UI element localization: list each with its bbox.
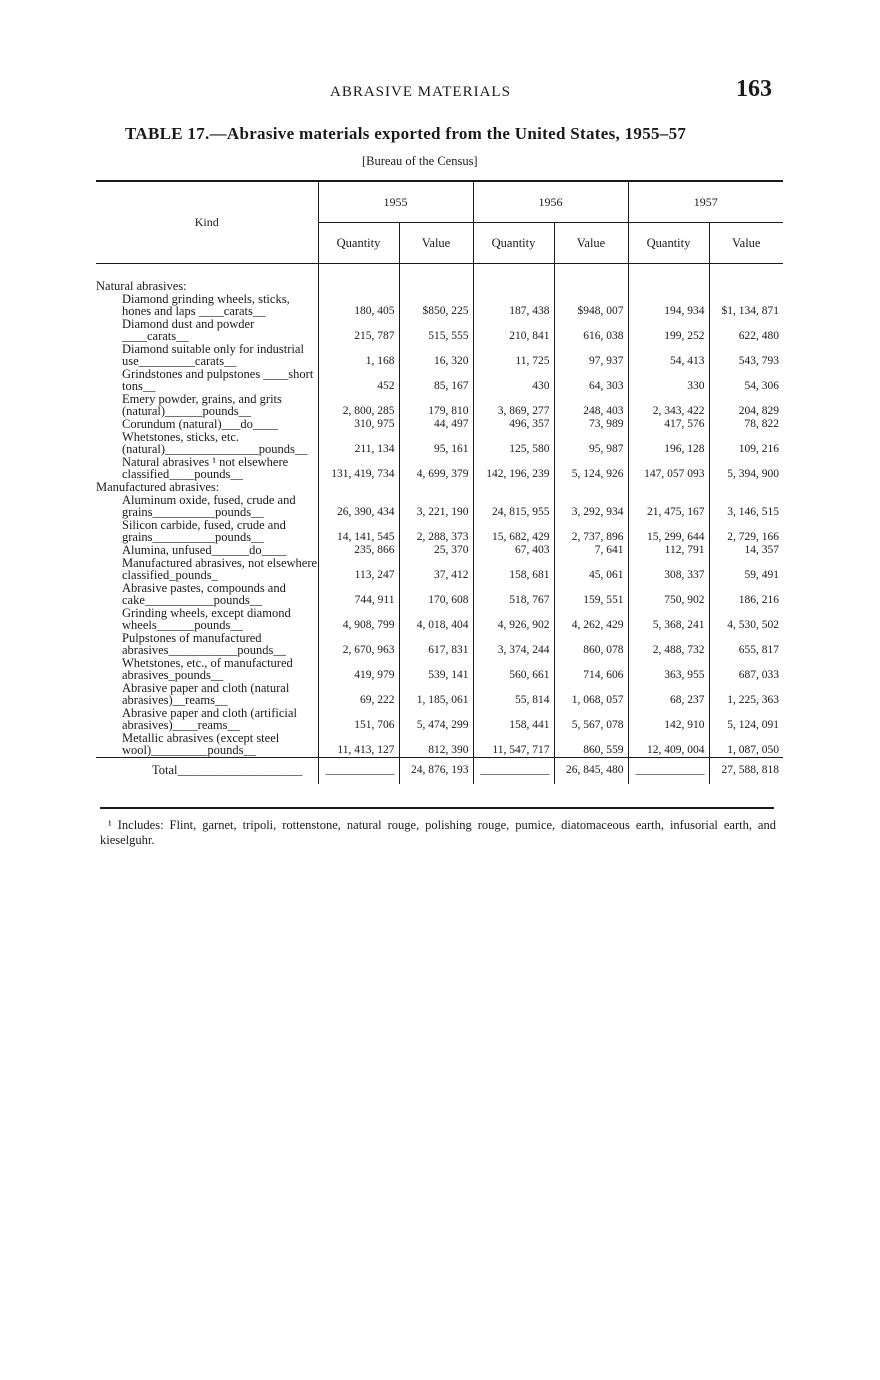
quantity-header: Quantity <box>628 223 709 264</box>
value-header: Value <box>399 223 473 264</box>
quantity-header: Quantity <box>318 223 399 264</box>
value-cell: 5, 474, 299 <box>399 707 473 732</box>
quantity-cell <box>628 481 709 494</box>
quantity-cell: 68, 237 <box>628 682 709 707</box>
value-cell: 812, 390 <box>399 732 473 758</box>
value-cell: 159, 551 <box>554 582 628 607</box>
row-kind-label: Emery powder, grains, and grits (natural)______pounds__ <box>122 392 282 418</box>
quantity-cell: 430 <box>473 368 554 393</box>
value-cell: 687, 033 <box>709 657 783 682</box>
value-cell: 3, 221, 190 <box>399 494 473 519</box>
quantity-cell: 55, 814 <box>473 682 554 707</box>
quantity-cell: 4, 908, 799 <box>318 607 399 632</box>
year-header-1956: 1956 <box>473 181 628 223</box>
value-cell: 186, 216 <box>709 582 783 607</box>
value-cell: 1, 225, 363 <box>709 682 783 707</box>
value-cell <box>709 481 783 494</box>
quantity-cell: 2, 800, 285 <box>318 393 399 418</box>
quantity-cell: 5, 368, 241 <box>628 607 709 632</box>
table-row <box>96 456 783 481</box>
value-cell: $1, 134, 871 <box>709 293 783 318</box>
value-header: Value <box>554 223 628 264</box>
total-value-cell: 24, 876, 193 <box>399 758 473 785</box>
table-subtitle: [Bureau of the Census] <box>362 154 478 168</box>
quantity-cell: 2, 670, 963 <box>318 632 399 657</box>
value-cell: 860, 078 <box>554 632 628 657</box>
value-cell: 5, 394, 900 <box>709 456 783 481</box>
value-cell <box>399 264 473 294</box>
value-cell: 85, 167 <box>399 368 473 393</box>
quantity-cell: 2, 488, 732 <box>628 632 709 657</box>
value-cell: 4, 699, 379 <box>399 456 473 481</box>
quantity-cell: 142, 196, 239 <box>473 456 554 481</box>
table-row <box>96 632 783 657</box>
value-cell: 7, 641 <box>554 544 628 557</box>
row-kind-label: Abrasive paper and cloth (artificial abrasives)____reams__ <box>122 706 297 732</box>
year-header-1957: 1957 <box>628 181 783 223</box>
value-cell: 25, 370 <box>399 544 473 557</box>
quantity-cell: 15, 682, 429 <box>473 519 554 544</box>
quantity-cell: 330 <box>628 368 709 393</box>
value-cell: 4, 530, 502 <box>709 607 783 632</box>
quantity-cell: 67, 403 <box>473 544 554 557</box>
row-kind-label: Natural abrasives ¹ not elsewhere classified____pounds__ <box>122 455 289 481</box>
value-cell: 622, 480 <box>709 318 783 343</box>
row-kind-label: Metallic abrasives (except steel wool)_________pounds__ <box>122 731 280 757</box>
quantity-cell: 196, 128 <box>628 431 709 456</box>
value-cell: 45, 061 <box>554 557 628 582</box>
value-cell: $948, 007 <box>554 293 628 318</box>
quantity-cell: 452 <box>318 368 399 393</box>
value-cell: 2, 288, 373 <box>399 519 473 544</box>
value-cell: 95, 161 <box>399 431 473 456</box>
value-cell: 204, 829 <box>709 393 783 418</box>
quantity-cell: 26, 390, 434 <box>318 494 399 519</box>
quantity-cell <box>318 481 399 494</box>
quantity-cell: 187, 438 <box>473 293 554 318</box>
value-cell: 515, 555 <box>399 318 473 343</box>
value-cell: 860, 559 <box>554 732 628 758</box>
row-kind-label: Corundum (natural)___do____ <box>122 417 278 431</box>
value-cell: 714, 606 <box>554 657 628 682</box>
quantity-header: Quantity <box>473 223 554 264</box>
table-row <box>96 393 783 418</box>
table-row <box>96 519 783 544</box>
value-cell: 1, 185, 061 <box>399 682 473 707</box>
value-cell: 95, 987 <box>554 431 628 456</box>
value-cell: 5, 124, 926 <box>554 456 628 481</box>
quantity-cell: 215, 787 <box>318 318 399 343</box>
quantity-cell: 142, 910 <box>628 707 709 732</box>
value-cell: 170, 608 <box>399 582 473 607</box>
value-cell: 5, 124, 091 <box>709 707 783 732</box>
value-cell: 1, 087, 050 <box>709 732 783 758</box>
quantity-cell: 24, 815, 955 <box>473 494 554 519</box>
total-quantity-cell: ____________ <box>473 758 554 785</box>
total-row <box>96 758 783 785</box>
table-title: TABLE 17.—Abrasive materials exported from the United States, 1955–57 <box>125 124 687 143</box>
quantity-cell: 417, 576 <box>628 418 709 431</box>
table-row <box>96 293 783 318</box>
quantity-cell: 211, 134 <box>318 431 399 456</box>
value-cell: 64, 303 <box>554 368 628 393</box>
quantity-cell <box>473 264 554 294</box>
value-cell: 14, 357 <box>709 544 783 557</box>
quantity-cell: 1, 168 <box>318 343 399 368</box>
row-kind-label: Silicon carbide, fused, crude and grains__________pounds__ <box>122 518 286 544</box>
quantity-cell: 199, 252 <box>628 318 709 343</box>
row-kind-label: Whetstones, etc., of manufactured abrasives_pounds__ <box>122 656 293 682</box>
value-cell: 179, 810 <box>399 393 473 418</box>
total-value-cell: 27, 588, 818 <box>709 758 783 785</box>
quantity-cell: 496, 357 <box>473 418 554 431</box>
value-cell <box>554 481 628 494</box>
table-row <box>96 431 783 456</box>
total-value-cell: 26, 845, 480 <box>554 758 628 785</box>
value-cell: 248, 403 <box>554 393 628 418</box>
value-cell: $850, 225 <box>399 293 473 318</box>
value-cell: 109, 216 <box>709 431 783 456</box>
value-cell: 44, 497 <box>399 418 473 431</box>
value-cell: 16, 320 <box>399 343 473 368</box>
quantity-cell: 151, 706 <box>318 707 399 732</box>
value-cell: 616, 038 <box>554 318 628 343</box>
row-kind-label: Manufactured abrasives, not elsewhere classified_pounds_ <box>122 556 318 582</box>
row-kind-label: Natural abrasives: <box>96 279 187 293</box>
table-row <box>96 657 783 682</box>
value-cell <box>554 264 628 294</box>
quantity-cell: 3, 869, 277 <box>473 393 554 418</box>
table-row <box>96 557 783 582</box>
quantity-cell: 419, 979 <box>318 657 399 682</box>
quantity-cell: 11, 547, 717 <box>473 732 554 758</box>
table-row <box>96 343 783 368</box>
value-cell: 54, 306 <box>709 368 783 393</box>
total-quantity-cell: ____________ <box>628 758 709 785</box>
value-cell: 73, 989 <box>554 418 628 431</box>
quantity-cell: 750, 902 <box>628 582 709 607</box>
quantity-cell: 518, 767 <box>473 582 554 607</box>
quantity-cell <box>473 481 554 494</box>
table-row <box>96 582 783 607</box>
row-kind-label: Grindstones and pulpstones ____short tons__ <box>122 367 314 393</box>
quantity-cell: 147, 057 093 <box>628 456 709 481</box>
quantity-cell: 3, 374, 244 <box>473 632 554 657</box>
value-cell: 4, 018, 404 <box>399 607 473 632</box>
footnote: ¹ Includes: Flint, garnet, tripoli, rottenstone, natural rouge, polishing rouge, pumice, diatomaceous earth, infusorial earth, and kieselguhr. <box>100 818 776 847</box>
row-kind-label: Diamond grinding wheels, sticks, hones and laps ____carats__ <box>122 292 290 318</box>
quantity-cell: 12, 409, 004 <box>628 732 709 758</box>
row-kind-label: Diamond dust and powder ____carats__ <box>122 317 255 343</box>
kind-header: Kind <box>96 181 318 264</box>
value-cell: 1, 068, 057 <box>554 682 628 707</box>
quantity-cell: 11, 725 <box>473 343 554 368</box>
table-bottom-rule <box>100 807 774 809</box>
quantity-cell: 21, 475, 167 <box>628 494 709 519</box>
row-kind-label: Manufactured abrasives: <box>96 480 220 494</box>
row-kind-label: Aluminum oxide, fused, crude and grains__________pounds__ <box>122 493 296 519</box>
quantity-cell: 744, 911 <box>318 582 399 607</box>
quantity-cell: 180, 405 <box>318 293 399 318</box>
row-kind-label: Abrasive pastes, compounds and cake___________pounds__ <box>122 581 286 607</box>
value-cell: 5, 567, 078 <box>554 707 628 732</box>
table-body <box>96 264 783 785</box>
page-number: 163 <box>736 76 772 102</box>
total-label: Total____________________ <box>96 758 318 785</box>
quantity-cell: 363, 955 <box>628 657 709 682</box>
quantity-cell: 194, 934 <box>628 293 709 318</box>
row-kind-label: Diamond suitable only for industrial use_________carats__ <box>122 342 304 368</box>
value-header: Value <box>709 223 783 264</box>
value-cell: 655, 817 <box>709 632 783 657</box>
value-cell: 2, 737, 896 <box>554 519 628 544</box>
quantity-cell: 69, 222 <box>318 682 399 707</box>
table-row <box>96 607 783 632</box>
value-cell <box>399 481 473 494</box>
quantity-cell <box>628 264 709 294</box>
value-cell <box>709 264 783 294</box>
quantity-cell: 310, 975 <box>318 418 399 431</box>
quantity-cell: 560, 661 <box>473 657 554 682</box>
row-kind-label: Whetstones, sticks, etc. (natural)_______________pounds__ <box>122 430 308 456</box>
quantity-cell: 54, 413 <box>628 343 709 368</box>
quantity-cell: 210, 841 <box>473 318 554 343</box>
quantity-cell: 131, 419, 734 <box>318 456 399 481</box>
value-cell: 37, 412 <box>399 557 473 582</box>
quantity-cell <box>318 264 399 294</box>
quantity-cell: 158, 441 <box>473 707 554 732</box>
year-header-1955: 1955 <box>318 181 473 223</box>
table-row <box>96 707 783 732</box>
quantity-cell: 4, 926, 902 <box>473 607 554 632</box>
quantity-cell: 113, 247 <box>318 557 399 582</box>
row-kind-label: Pulpstones of manufactured abrasives___________pounds__ <box>122 631 286 657</box>
value-cell: 97, 937 <box>554 343 628 368</box>
table-row <box>96 732 783 758</box>
quantity-cell: 11, 413, 127 <box>318 732 399 758</box>
quantity-cell: 14, 141, 545 <box>318 519 399 544</box>
quantity-cell: 158, 681 <box>473 557 554 582</box>
quantity-cell: 308, 337 <box>628 557 709 582</box>
quantity-cell: 235, 866 <box>318 544 399 557</box>
table-row <box>96 494 783 519</box>
exports-table <box>96 180 779 784</box>
table-row <box>96 368 783 393</box>
value-cell: 3, 146, 515 <box>709 494 783 519</box>
quantity-cell: 125, 580 <box>473 431 554 456</box>
quantity-cell: 2, 343, 422 <box>628 393 709 418</box>
table-row <box>96 264 783 294</box>
quantity-cell: 15, 299, 644 <box>628 519 709 544</box>
total-quantity-cell: ____________ <box>318 758 399 785</box>
value-cell: 78, 822 <box>709 418 783 431</box>
value-cell: 2, 729, 166 <box>709 519 783 544</box>
row-kind-label: Alumina, unfused______do____ <box>122 543 287 557</box>
value-cell: 59, 491 <box>709 557 783 582</box>
value-cell: 539, 141 <box>399 657 473 682</box>
value-cell: 3, 292, 934 <box>554 494 628 519</box>
value-cell: 543, 793 <box>709 343 783 368</box>
running-head: ABRASIVE MATERIALS <box>330 84 511 100</box>
value-cell: 617, 831 <box>399 632 473 657</box>
row-kind-label: Grinding wheels, except diamond wheels______pounds__ <box>122 606 291 632</box>
table-row <box>96 318 783 343</box>
value-cell: 4, 262, 429 <box>554 607 628 632</box>
table-row <box>96 682 783 707</box>
row-kind-label: Abrasive paper and cloth (natural abrasives)__reams__ <box>122 681 290 707</box>
quantity-cell: 112, 791 <box>628 544 709 557</box>
